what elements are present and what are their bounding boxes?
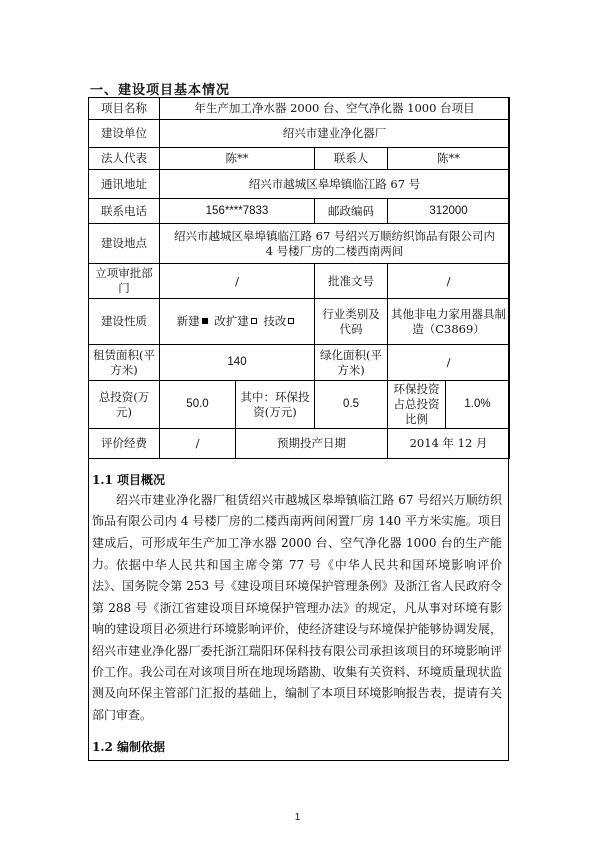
- project-info-table: [88, 97, 510, 459]
- contact-label: 联系人: [315, 148, 388, 170]
- fee-label: 评价经费: [89, 429, 160, 459]
- fee-value: /: [160, 429, 236, 459]
- green-value: /: [388, 345, 510, 381]
- legal-rep-value: 陈**: [160, 148, 315, 170]
- unit-value: 绍兴市建业净化器厂: [160, 120, 510, 148]
- table-row: [89, 264, 510, 299]
- env-invest-value: 0.5: [315, 381, 388, 429]
- site-value: [160, 224, 510, 264]
- area-label: 租赁面积(平方米): [89, 345, 160, 381]
- table-row: [89, 170, 510, 199]
- date-value: 2014 年 12 月: [388, 429, 510, 459]
- legal-rep-label: 法人代表: [89, 148, 160, 170]
- green-label: 绿化面积(平方米): [315, 345, 388, 381]
- table-row: [89, 120, 510, 148]
- site-line-1: 绍兴市越城区皋埠镇临江路 67 号绍兴万顺纺织饰品有限公司内: [174, 228, 495, 243]
- phone-label: 联系电话: [89, 199, 160, 224]
- nature-tech-label: 技改: [263, 314, 287, 328]
- page-number: 1: [294, 812, 301, 823]
- site-label: 建设地点: [89, 224, 160, 264]
- table-row: [89, 148, 510, 170]
- table-row: [89, 98, 510, 120]
- table-row: [89, 199, 510, 224]
- postcode-value: 312000: [388, 199, 510, 224]
- nature-label: 建设性质: [89, 299, 160, 345]
- address-label: 通讯地址: [89, 170, 160, 199]
- unchecked-box-icon: [288, 318, 294, 324]
- unit-label: 建设单位: [89, 120, 160, 148]
- approval-dept-value: /: [160, 264, 315, 299]
- section-1-1-title: 1.1 项目概况: [92, 473, 166, 487]
- table-row: [89, 299, 510, 345]
- approval-no-label: 批准文号: [315, 264, 388, 299]
- section-heading: 一、建设项目基本情况: [90, 83, 231, 98]
- checked-box-icon: [202, 318, 208, 324]
- address-value: 绍兴市越城区皋埠镇临江路 67 号: [160, 170, 510, 199]
- table-row: [89, 224, 510, 264]
- contact-value: 陈**: [388, 148, 510, 170]
- project-name-label: 项目名称: [89, 98, 160, 120]
- table-row: [89, 381, 510, 429]
- ratio-label: 环保投资占总投资比例: [388, 381, 446, 429]
- section-1-1-paragraph-1: 绍兴市建业净化器厂租赁绍兴市越城区皋埠镇临江路 67 号绍兴万顺纺织饰品有限公司内 4 号楼厂房的二楼西南两间闲置厂房 140 平方米实施。项目建成后，可形成年生产加工净水器 2000 台、空气净化器 1000 台的生产能力。: [92, 493, 502, 572]
- ratio-value: 1.0%: [446, 381, 510, 429]
- section-1-1-paragraph-2: 依据中华人民共和国主席令第 77 号《中华人民共和国环境影响评价法》、国务院令第 253 号《建设项目环境保护管理条例》及浙江省人民政府令第 288 号《浙江省建设项目环境保护管理办法》的规定，凡从事对环境有影响的建设项目必须进行环境影响评价，使经济建设与环境保护能够协调发展，绍兴市建业净化器厂委托浙江瑞阳环保科技有限公司承担该项目的环境影响评价工作。我公司在对该项目所在地现场踏勘、收集有关资料、环境质量现状监测及向环保主管部门汇报的基础上，编制了本项目环境影响报告表，提请有关部门审查。: [92, 558, 502, 722]
- section-1-2-title: 1.2 编制依据: [92, 740, 166, 754]
- industry-value: 其他非电力家用器具制造（C3869）: [388, 299, 510, 345]
- postcode-label: 邮政编码: [315, 199, 388, 224]
- invest-value: 50.0: [160, 381, 236, 429]
- site-line-2: 4 号楼厂房的二楼西南两间: [265, 243, 404, 258]
- approval-dept-label: 立项审批部门: [89, 264, 160, 299]
- area-value: 140: [160, 345, 315, 381]
- table-row: [89, 429, 510, 459]
- phone-value: 156****7833: [160, 199, 315, 224]
- env-invest-label: 其中：环保投资(万元): [236, 381, 315, 429]
- date-label: 预期投产日期: [236, 429, 388, 459]
- table-row: [89, 345, 510, 381]
- project-name-value: 年生产加工净水器 2000 台、空气净化器 1000 台项目: [160, 98, 510, 120]
- approval-no-value: /: [388, 264, 510, 299]
- nature-expand-label: 改扩建: [214, 314, 249, 328]
- invest-label: 总投资(万元): [89, 381, 160, 429]
- nature-value: [160, 299, 315, 345]
- industry-label: 行业类别及代码: [315, 299, 388, 345]
- nature-new-label: 新建: [176, 314, 200, 328]
- unchecked-box-icon: [251, 318, 257, 324]
